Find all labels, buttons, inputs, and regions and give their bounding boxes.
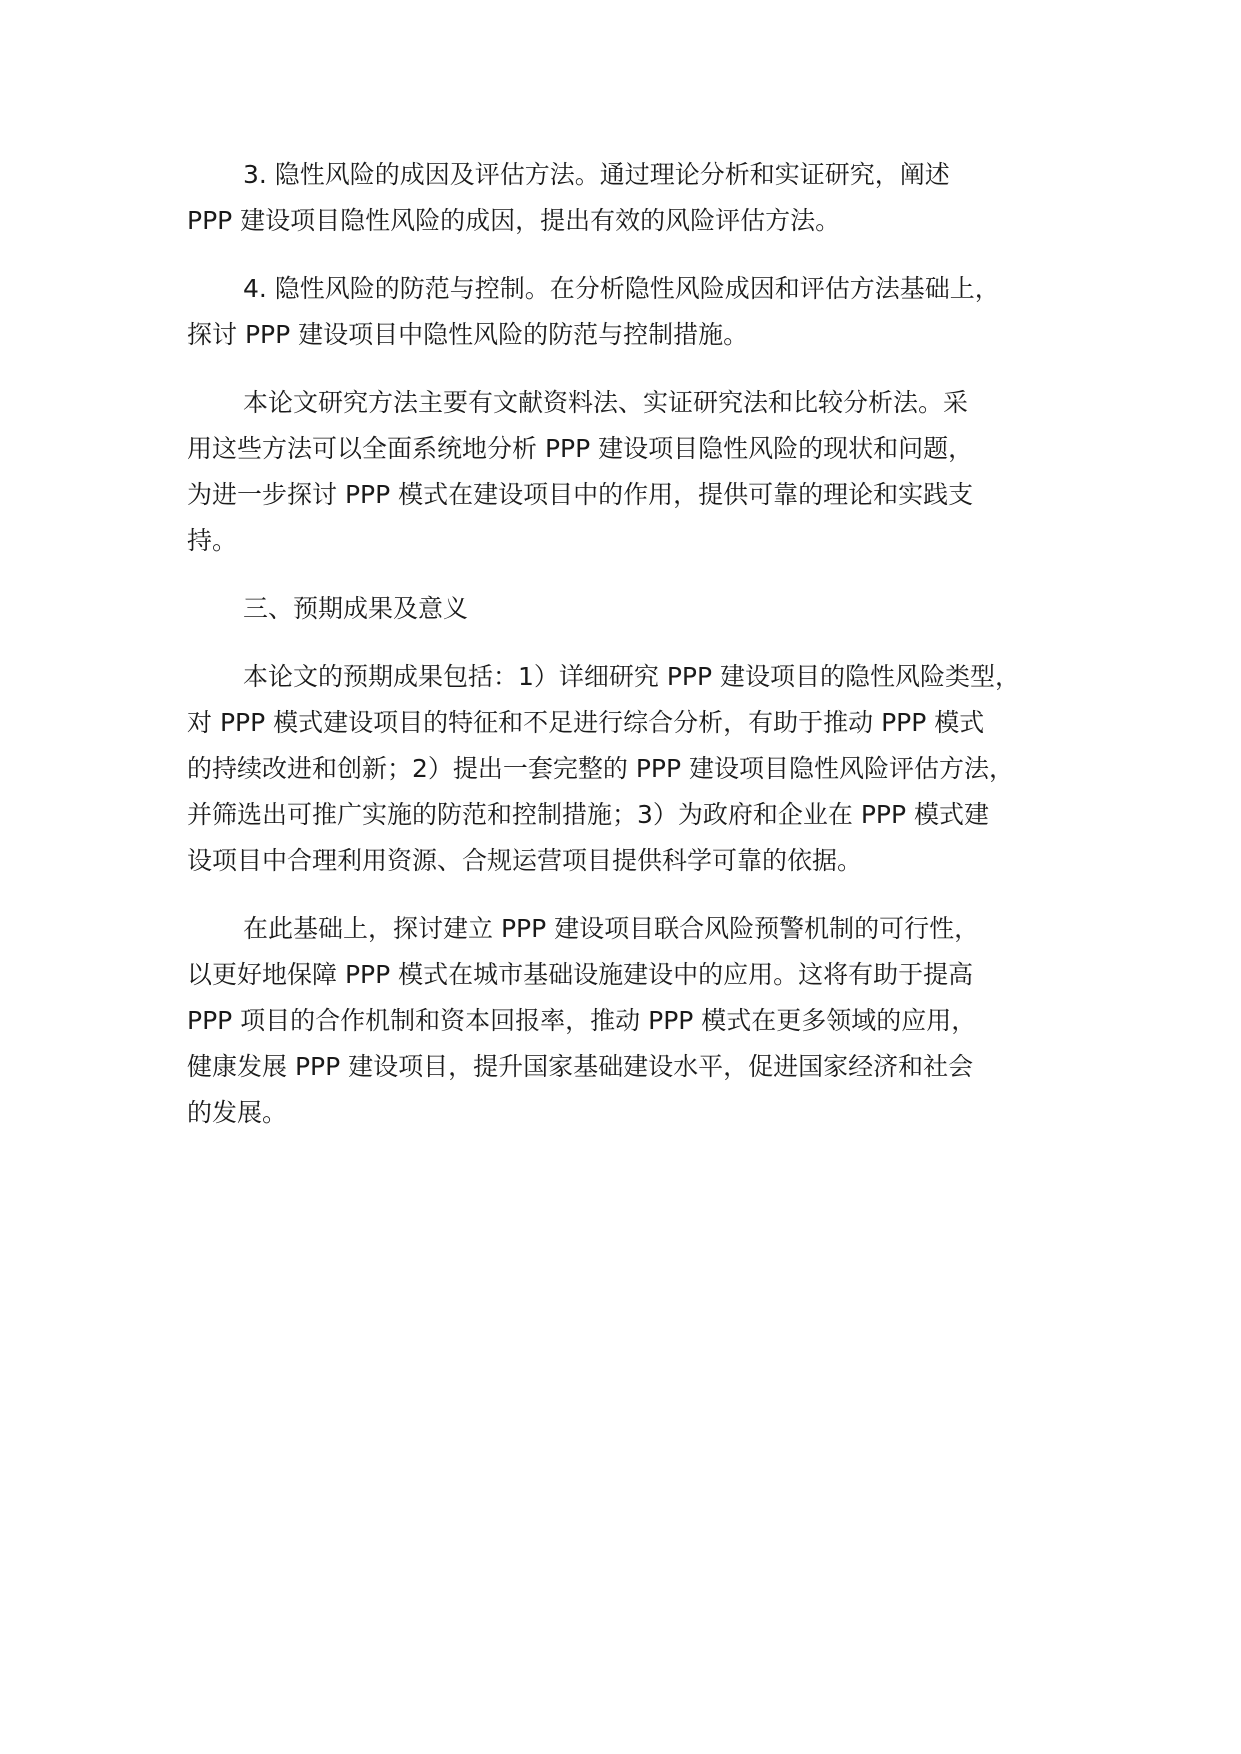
paragraph-line: 对 PPP 模式建设项目的特征和不足进行综合分析，有助于推动 PPP 模式 — [187, 708, 985, 737]
paragraph-line: 本论文的预期成果包括：1）详细研究 PPP 建设项目的隐性风险类型， — [243, 662, 1021, 691]
paragraph-line: 并筛选出可推广实施的防范和控制措施；3）为政府和企业在 PPP 模式建 — [187, 800, 990, 829]
paragraph-line: 健康发展 PPP 建设项目，提升国家基础建设水平，促进国家经济和社会 — [187, 1052, 974, 1081]
paragraph-significance — [187, 906, 1087, 1136]
section-heading-text: 三、预期成果及意义 — [243, 594, 469, 623]
section-heading-expected-results — [187, 586, 1087, 632]
paragraph-prevention-control — [187, 266, 1087, 358]
paragraph-line: 以更好地保障 PPP 模式在城市基础设施建设中的应用。这将有助于提高 — [187, 960, 974, 989]
paragraph-expected-results — [187, 654, 1087, 884]
paragraph-line: 用这些方法可以全面系统地分析 PPP 建设项目隐性风险的现状和问题， — [187, 434, 974, 463]
paragraph-line: 的持续改进和创新；2）提出一套完整的 PPP 建设项目隐性风险评估方法， — [187, 754, 1015, 783]
paragraph-line: 为进一步探讨 PPP 模式在建设项目中的作用，提供可靠的理论和实践支 — [187, 480, 974, 509]
paragraph-line: 的发展。 — [187, 1098, 288, 1127]
document-body — [187, 152, 1087, 1158]
paragraph-line: 持。 — [187, 526, 238, 555]
paragraph-line: PPP 建设项目隐性风险的成因，提出有效的风险评估方法。 — [187, 206, 841, 235]
paragraph-causes-evaluation — [187, 152, 1087, 244]
paragraph-line: 设项目中合理利用资源、合规运营项目提供科学可靠的依据。 — [187, 846, 863, 875]
paragraph-line: 本论文研究方法主要有文献资料法、实证研究法和比较分析法。采 — [243, 388, 969, 417]
paragraph-line: PPP 项目的合作机制和资本回报率，推动 PPP 模式在更多领域的应用， — [187, 1006, 977, 1035]
paragraph-research-methods — [187, 380, 1087, 564]
paragraph-line: 4. 隐性风险的防范与控制。在分析隐性风险成因和评估方法基础上， — [243, 274, 1000, 303]
paragraph-line: 3. 隐性风险的成因及评估方法。通过理论分析和实证研究，阐述 — [243, 160, 950, 189]
paragraph-line: 在此基础上，探讨建立 PPP 建设项目联合风险预警机制的可行性， — [243, 914, 980, 943]
paragraph-line: 探讨 PPP 建设项目中隐性风险的防范与控制措施。 — [187, 320, 749, 349]
